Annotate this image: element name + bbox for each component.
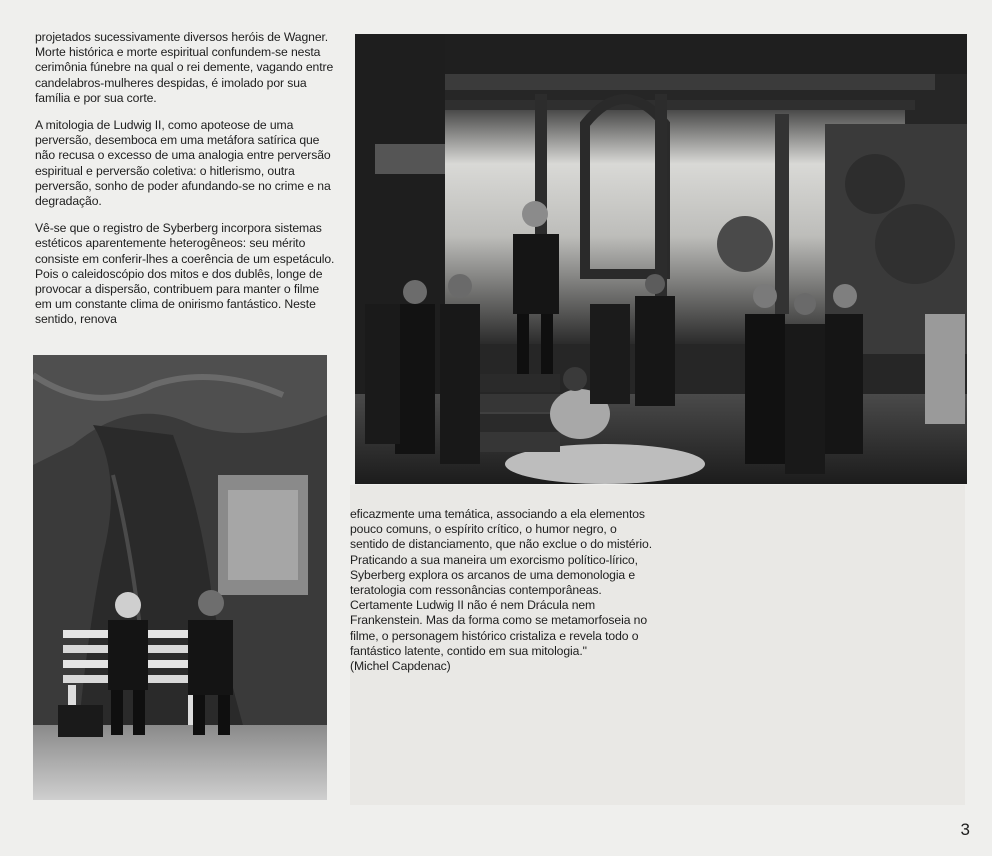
paragraph-4 xyxy=(350,507,655,674)
paragraph-3: Vê-se que o registro de Syberberg incorpora sistemas estéticos aparentemente heterogêneos: seu mérito consiste em conferir-lhes a coerência de um espetáculo. Pois o caleidoscópio dos mitos e dos dublês, longe de provocar a dispersão, contribuem para manter o filme em um constante clima de onirismo fantástico. Neste sentido, renova xyxy=(35,221,335,327)
right-text-column xyxy=(350,507,655,674)
page-number: 3 xyxy=(960,820,970,839)
stage-scene-photo xyxy=(355,34,967,484)
left-text-column xyxy=(35,30,335,340)
tree-bench-image xyxy=(33,355,327,800)
attribution: (Michel Capdenac) xyxy=(350,659,451,674)
paragraph-1: projetados sucessivamente diversos heróis de Wagner. Morte histórica e morte espiritual confundem-se nesta cerimônia fúnebre na qual o rei demente, vagando entre candelabros-mulheres despidas, é imolado por sua família e por sua corte. xyxy=(35,30,334,105)
tree-bench-photo xyxy=(33,355,327,800)
paragraph-4-text: eficazmente uma temática, associando a ela elementos pouco comuns, o espírito crítico, o humor negro, o sentido de distanciamento, que não exclue o do mistério. Praticando a sua maneira um exorcismo político-lírico, Syberberg explora os arcanos de uma demonologia e teratologia com ressonâncias contemporâneas. Certamente Ludwig II não é nem Drácula nem Frankenstein. Mas da forma como se metamorfoseia no filme, o personagem histórico cristaliza e revela todo o fantástico latente, contido em sua mitologia." xyxy=(350,507,652,658)
stage-scene-image xyxy=(355,34,967,484)
paragraph-2: A mitologia de Ludwig II, como apoteose de uma perversão, desemboca em uma metáfora satírica que não recusa o excesso de uma analogia entre perversão espiritual e perversão coletiva: o hitlerismo, outra perversão, sonho de poder afundando-se no crime e na degradação. xyxy=(35,118,331,209)
